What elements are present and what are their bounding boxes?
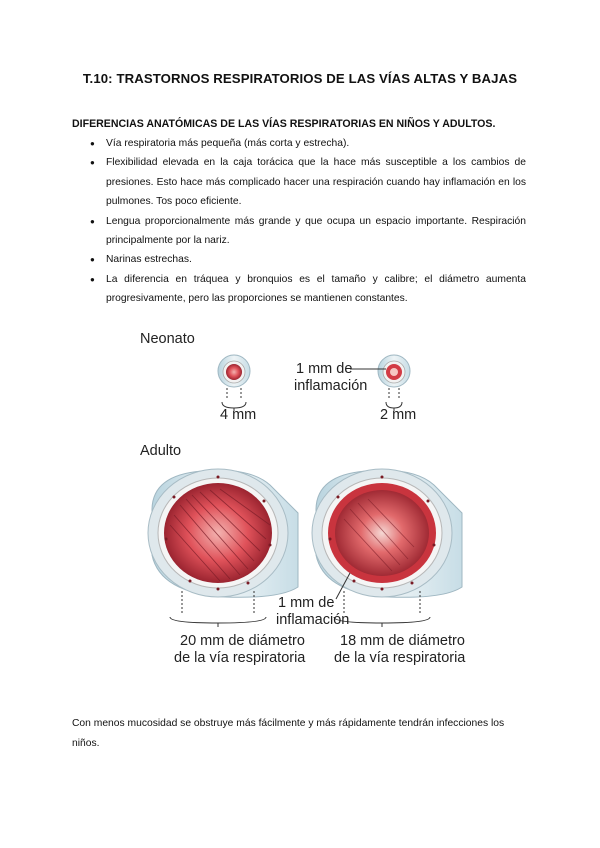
list-item: ● Narinas estrechas. bbox=[90, 250, 526, 269]
adulto-normal-diameter-line2: de la vía respiratoria bbox=[174, 650, 306, 666]
list-item: ● La diferencia en tráquea y bronquios es el tamaño y calibre; el diámetro aumenta progresivamente, pero las proporciones se mantienen constantes. bbox=[90, 270, 526, 309]
bullet-icon: ● bbox=[90, 216, 95, 226]
adulto-inflamed-airway bbox=[312, 469, 462, 627]
adulto-inflammation-line2: inflamación bbox=[276, 612, 350, 628]
adulto-inflamed-diameter-line2: de la vía respiratoria bbox=[334, 650, 466, 666]
bullet-icon: ● bbox=[90, 255, 95, 265]
list-item: ● Flexibilidad elevada en la caja torácica que la hace más susceptible a los cambios de presiones. Esto hace más complicado hacer una respiración cuando hay inflamación en los pulmones. Tos poco eficiente. bbox=[90, 153, 526, 211]
neonato-normal-airway bbox=[218, 355, 250, 411]
closing-paragraph: Con menos mucosidad se obstruye más fácilmente y más rápidamente tendrán infecciones los niños. bbox=[72, 718, 505, 749]
bullet-icon: ● bbox=[90, 274, 95, 284]
bullet-list bbox=[90, 134, 526, 309]
neonato-inflammation-line1: 1 mm de bbox=[296, 361, 353, 377]
adulto-inflamed-diameter-line1: 18 mm de diámetro bbox=[340, 633, 465, 649]
page-title: T.10: TRASTORNOS RESPIRATORIOS DE LAS VÍAS ALTAS Y BAJAS bbox=[82, 71, 518, 86]
neonato-inflammation-line2: inflamación bbox=[294, 378, 368, 394]
adulto-inflammation-line1: 1 mm de bbox=[278, 595, 335, 611]
section-heading: DIFERENCIAS ANATÓMICAS DE LAS VÍAS RESPIRATORIAS EN NIÑOS Y ADULTOS. bbox=[72, 118, 496, 130]
neonato-inflamed-diameter: 2 mm bbox=[380, 407, 417, 423]
bullet-icon: ● bbox=[90, 158, 95, 168]
adulto-normal-diameter-line1: 20 mm de diámetro bbox=[180, 633, 305, 649]
adulto-normal-airway bbox=[148, 469, 298, 627]
neonato-normal-diameter: 4 mm bbox=[220, 407, 257, 423]
bullet-icon: ● bbox=[90, 139, 95, 148]
adulto-label: Adulto bbox=[140, 443, 182, 459]
list-item: ● Vía respiratoria más pequeña (más corta y estrecha). bbox=[90, 134, 526, 153]
airway-comparison-figure bbox=[130, 325, 490, 675]
list-item: ● Lengua proporcionalmente más grande y que ocupa un espacio importante. Respiración principalmente por la nariz. bbox=[90, 212, 526, 251]
neonato-label: Neonato bbox=[140, 331, 195, 347]
